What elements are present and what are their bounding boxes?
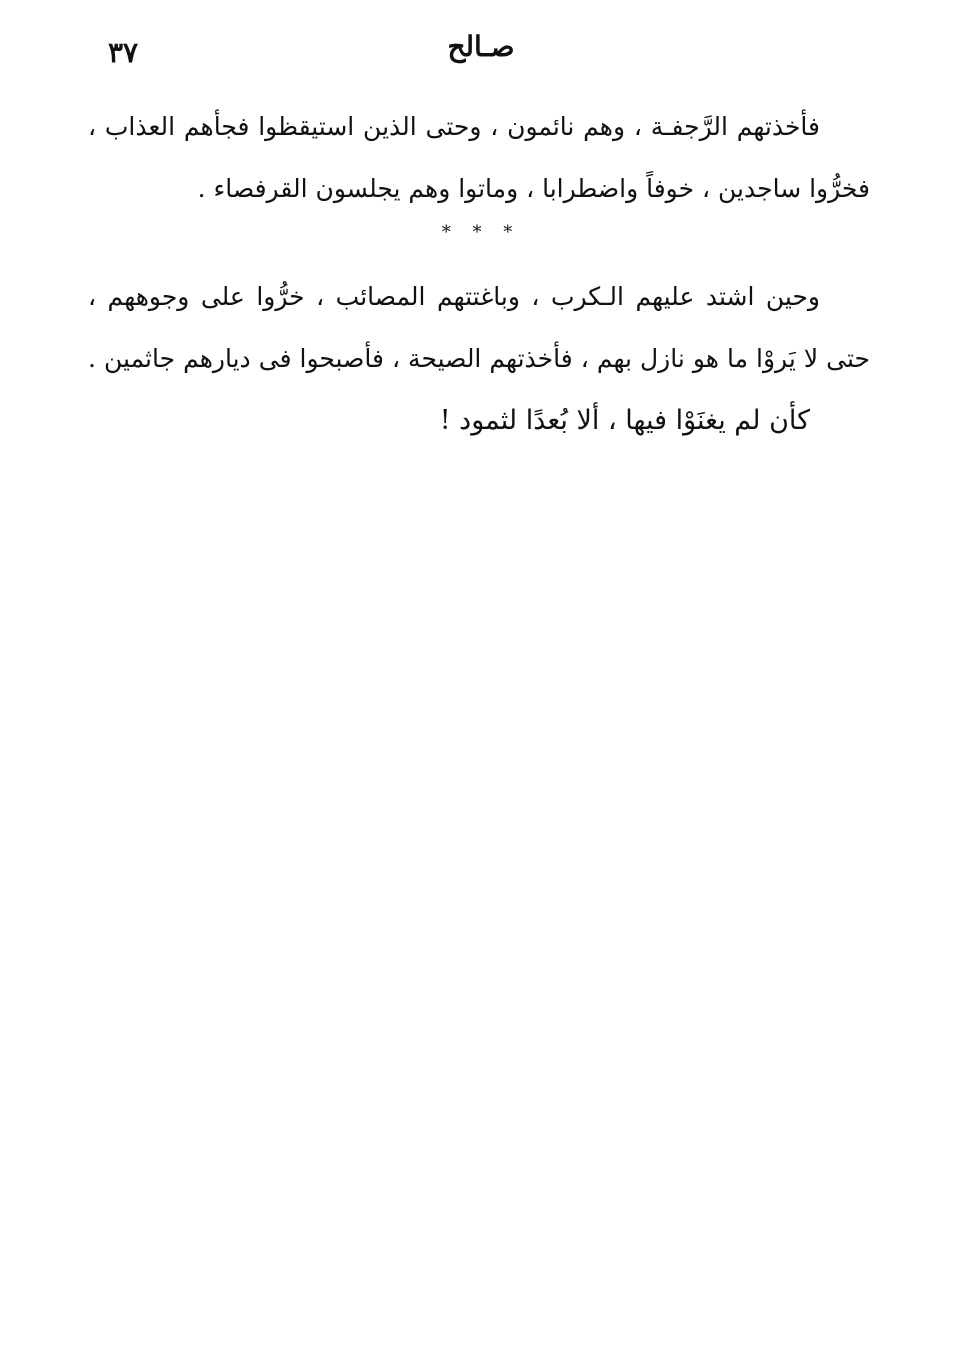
running-head: صـالح (447, 30, 515, 63)
paragraph-1-line-1: فأخذتهم الرَّجفـة ، وهم نائمون ، وحتى الذين استيقظوا فجأهم العذاب ، (88, 112, 820, 141)
section-separator: * * * (441, 222, 521, 243)
page-number: ٣٧ (108, 36, 139, 69)
paragraph-2-line-1: وحين اشتد عليهم الـكرب ، وباغتتهم المصائب ، خرُّوا على وجوههم ، (88, 282, 820, 311)
paragraph-1-line-2: فخرُّوا ساجدين ، خوفاً واضطرابا ، وماتوا وهم يجلسون القرفصاء . (197, 174, 870, 203)
paragraph-2 (88, 266, 870, 452)
paragraph-1 (88, 96, 870, 220)
paragraph-2-line-2: حتى لا يَروْا ما هو نازل بهم ، فأخذتهم الصيحة ، فأصبحوا فى ديارهم جاثمين . (88, 344, 870, 373)
paragraph-2-line-3: كأن لم يغنَوْا فيها ، ألا بُعدًا لثمود ! (439, 405, 810, 436)
